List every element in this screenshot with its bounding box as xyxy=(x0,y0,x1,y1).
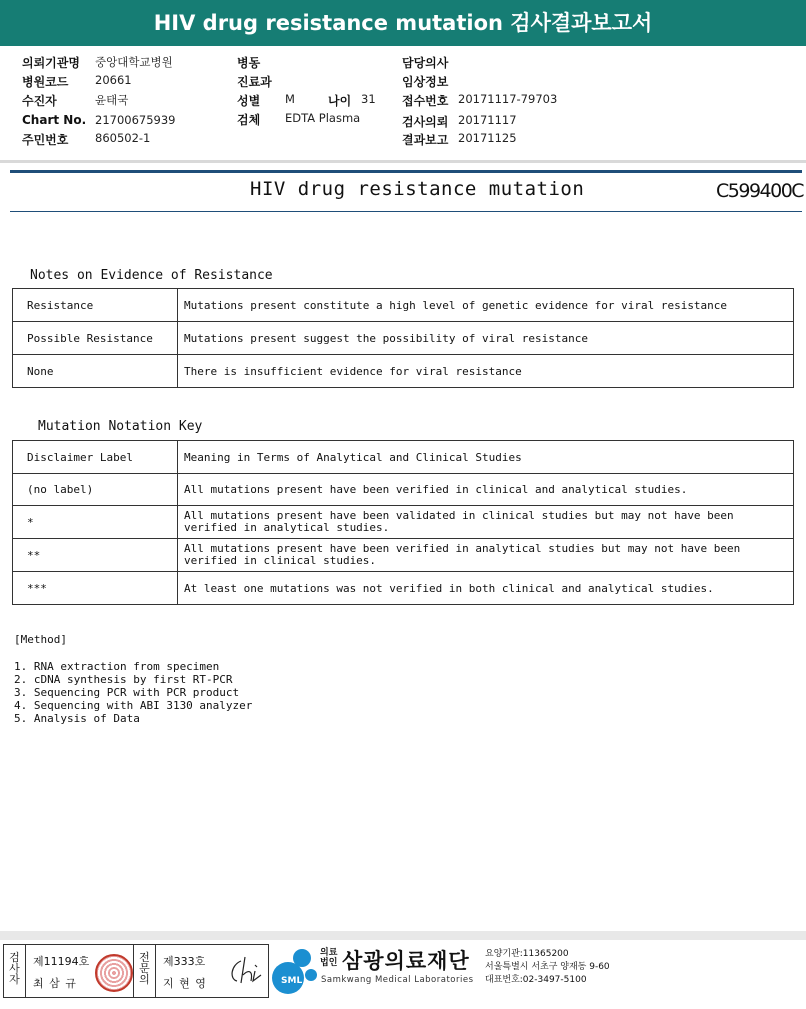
info-label: 병원코드 xyxy=(22,75,69,89)
evidence-section-title: Notes on Evidence of Resistance xyxy=(30,268,273,283)
inspector-label: 검사자 xyxy=(4,945,26,997)
info-label: 임상정보 xyxy=(402,75,449,89)
inspector-cell xyxy=(27,945,134,997)
table-cell-text: There is insufficient evidence for viral resistance xyxy=(178,355,794,388)
info-label: 검체 xyxy=(237,113,261,127)
info-label: 진료과 xyxy=(237,75,272,89)
table-row xyxy=(13,474,794,506)
table-row xyxy=(13,572,794,605)
table-cell-text: All mutations present have been verified in analytical studies but may not have been verified in clinical studies. xyxy=(178,539,794,572)
info-value: 20171117 xyxy=(458,113,517,127)
report-title-banner: HIV drug resistance mutation 검사결과보고서 xyxy=(0,0,806,46)
specialist-cell xyxy=(157,945,267,997)
test-title: HIV drug resistance mutation xyxy=(250,178,585,200)
method-section xyxy=(14,633,252,725)
table-row xyxy=(13,355,794,388)
method-title: [Method] xyxy=(14,633,67,646)
method-list xyxy=(14,660,252,725)
info-value: 20171117-79703 xyxy=(458,92,558,106)
table-cell-text: Mutations present constitute a high level of genetic evidence for viral resistance xyxy=(178,289,794,322)
info-label: 의뢰기관명 xyxy=(22,56,80,70)
specialist-name: 지 현 영 xyxy=(163,977,207,990)
table-row xyxy=(13,322,794,355)
info-value: 21700675939 xyxy=(95,113,176,127)
info-label: 접수번호 xyxy=(402,94,449,108)
table-cell-text: At least one mutations was not verified in both clinical and analytical studies. xyxy=(178,572,794,605)
info-label: 나이 xyxy=(328,94,352,108)
section-divider xyxy=(0,160,806,163)
evidence-table xyxy=(12,288,794,388)
table-cell-label: Possible Resistance xyxy=(13,322,178,355)
table-cell-label: None xyxy=(13,355,178,388)
table-cell-label: (no label) xyxy=(13,474,178,506)
method-step: 3. Sequencing PCR with PCR product xyxy=(14,686,240,699)
table-cell-label: Disclaimer Label xyxy=(13,441,178,474)
table-cell-text: Meaning in Terms of Analytical and Clinical Studies xyxy=(178,441,794,474)
org-english-name: Samkwang Medical Laboratories xyxy=(321,975,474,985)
info-label: 주민번호 xyxy=(22,133,69,147)
org-info xyxy=(485,948,610,987)
info-label: 결과보고 xyxy=(402,133,449,147)
logo-text: SML xyxy=(281,976,303,986)
inspector-license: 제11194호 xyxy=(33,955,90,968)
info-value: 31 xyxy=(361,92,376,106)
info-label: Chart No. xyxy=(22,113,87,127)
table-cell-label: *** xyxy=(13,572,178,605)
info-value: 중앙대학교병원 xyxy=(95,55,173,69)
method-step: 5. Analysis of Data xyxy=(14,712,140,725)
test-code: C599400C xyxy=(716,180,804,202)
info-value: 860502-1 xyxy=(95,131,151,145)
info-label: 수진자 xyxy=(22,94,57,108)
org-prefix: 의료법인 xyxy=(320,948,338,968)
org-code: 요양기관:11365200 xyxy=(485,949,569,959)
seal-stamp xyxy=(95,954,133,992)
method-step: 4. Sequencing with ABI 3130 analyzer xyxy=(14,699,253,712)
handwritten-signature xyxy=(227,953,263,989)
footer-divider xyxy=(0,931,806,940)
org-name: 삼광의료재단 xyxy=(342,949,470,973)
table-cell-text: All mutations present have been verified in clinical and analytical studies. xyxy=(178,474,794,506)
info-label: 검사의뢰 xyxy=(402,115,449,129)
patient-info-section xyxy=(22,54,802,154)
info-value: 20171125 xyxy=(458,131,517,145)
signature-box xyxy=(3,944,269,998)
table-cell-text: Mutations present suggest the possibility of viral resistance xyxy=(178,322,794,355)
info-label: 담당의사 xyxy=(402,56,449,70)
notation-section-title: Mutation Notation Key xyxy=(38,419,203,434)
org-address: 서울특별시 서초구 양재동 9-60 xyxy=(485,962,610,972)
org-phone: 대표번호:02-3497-5100 xyxy=(485,975,587,985)
table-row xyxy=(13,506,794,539)
table-cell-text: All mutations present have been validated in clinical studies but may not have been verified in analytical studies. xyxy=(178,506,794,539)
table-cell-label: ** xyxy=(13,539,178,572)
title-rule-top xyxy=(10,170,802,173)
info-value: 20661 xyxy=(95,73,132,87)
inspector-name: 최 삼 규 xyxy=(33,977,77,990)
info-label: 병동 xyxy=(237,56,261,70)
notation-table xyxy=(12,440,794,605)
table-row xyxy=(13,539,794,572)
table-cell-label: * xyxy=(13,506,178,539)
info-value: M xyxy=(285,92,295,106)
specialist-license: 제333호 xyxy=(163,955,206,968)
info-value: 윤태국 xyxy=(95,93,129,107)
table-row xyxy=(13,289,794,322)
method-step: 1. RNA extraction from specimen xyxy=(14,660,220,673)
title-rule-bottom xyxy=(10,211,802,212)
table-row xyxy=(13,441,794,474)
specialist-label: 전문의 xyxy=(134,945,156,997)
method-step: 2. cDNA synthesis by first RT-PCR xyxy=(14,673,233,686)
info-label: 성별 xyxy=(237,94,261,108)
info-value: EDTA Plasma xyxy=(285,111,361,125)
table-cell-label: Resistance xyxy=(13,289,178,322)
